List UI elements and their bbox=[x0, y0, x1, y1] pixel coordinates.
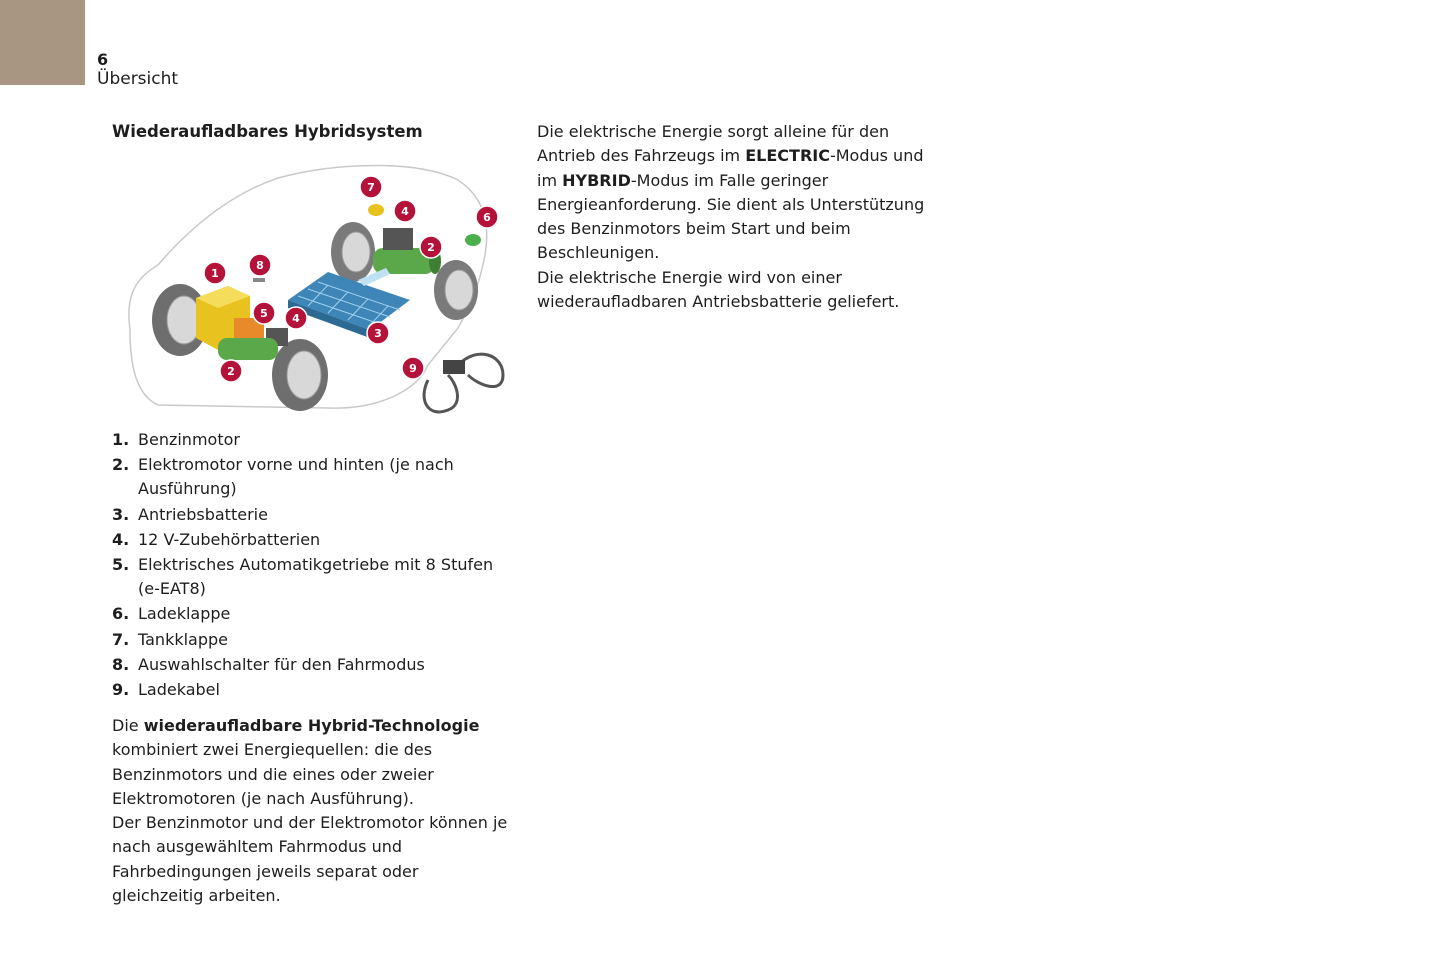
figure-marker bbox=[402, 357, 424, 379]
battery-paragraph: Die elektrische Energie wird von einer wiederaufladbaren Antriebsbatterie geliefert. bbox=[537, 267, 900, 312]
legend-item: 3. Antriebsbatterie bbox=[112, 504, 268, 524]
svg-text:3: 3 bbox=[374, 327, 382, 340]
figure-marker bbox=[253, 302, 275, 324]
charging-cable bbox=[424, 354, 503, 412]
figure-marker bbox=[220, 360, 242, 382]
legend-item: 8. Auswahlschalter für den Fahrmodus bbox=[112, 654, 425, 674]
page-number: 6 bbox=[97, 50, 109, 69]
front-electric-motor bbox=[218, 338, 278, 360]
electric-energy-paragraph: Die elektrische Energie sorgt alleine für den Antrieb des Fahrzeugs im ELECTRIC-Modus und im HYBRID-Modus im Falle geringer Energieanforderung. Sie dient als Unterstützung des Benzinmotors beim Start und beim Beschleunigen. bbox=[537, 122, 925, 263]
legend-item: 4. 12 V-Zubehörbatterien bbox=[112, 529, 321, 549]
legend-item: 5. Elektrisches Automatikgetriebe mit 8 Stufen (e-EAT8) bbox=[112, 555, 494, 599]
page-section-title: Übersicht bbox=[97, 69, 179, 89]
svg-text:6: 6 bbox=[483, 211, 491, 224]
rear-12v-battery bbox=[383, 228, 413, 250]
figure-marker bbox=[204, 262, 226, 284]
section-heading: Wiederaufladbares Hybridsystem bbox=[112, 122, 423, 141]
svg-text:9: 9 bbox=[409, 362, 417, 375]
fuel-flap bbox=[368, 204, 384, 216]
svg-text:1: 1 bbox=[211, 267, 219, 280]
front-right-wheel bbox=[272, 339, 328, 411]
figure-marker bbox=[360, 176, 382, 198]
chapter-tab bbox=[0, 0, 85, 85]
svg-text:7: 7 bbox=[367, 181, 375, 194]
charging-flap bbox=[465, 234, 481, 246]
figure-marker bbox=[367, 322, 389, 344]
component-legend bbox=[112, 428, 512, 703]
svg-text:5: 5 bbox=[260, 307, 268, 320]
hybrid-technology-paragraph: Die wiederaufladbare Hybrid-Technologie kombiniert zwei Energiequellen: die des Benzinmotors und die eines oder zweier Elektromotoren (je nach Ausführung). Der Benzinmotor und der Elektromotor können je nach ausgewähltem Fahrmodus und Fahrbedingungen jeweils separat oder gleichzeitig arbeiten. bbox=[112, 716, 508, 906]
svg-text:2: 2 bbox=[227, 365, 235, 378]
svg-text:4: 4 bbox=[401, 205, 409, 218]
figure-marker bbox=[476, 206, 498, 228]
legend-item: 2. Elektromotor vorne und hinten (je nach Ausführung) bbox=[112, 455, 454, 499]
svg-text:8: 8 bbox=[256, 259, 264, 272]
rear-left-wheel bbox=[331, 222, 375, 282]
legend-item: 1. Benzinmotor bbox=[112, 430, 240, 449]
right-column bbox=[537, 120, 937, 314]
figure-marker bbox=[285, 307, 307, 329]
figure-marker bbox=[394, 200, 416, 222]
left-column bbox=[112, 120, 512, 144]
svg-text:2: 2 bbox=[427, 241, 435, 254]
legend-item: 9. Ladekabel bbox=[112, 680, 220, 700]
drive-mode-selector bbox=[253, 278, 265, 282]
traction-battery bbox=[288, 272, 410, 338]
rear-right-wheel bbox=[434, 260, 478, 320]
svg-text:4: 4 bbox=[292, 312, 300, 325]
figure-marker bbox=[249, 254, 271, 276]
legend-item: 6. Ladeklappe bbox=[112, 604, 231, 624]
hybrid-system-illustration bbox=[118, 160, 508, 422]
figure-marker bbox=[420, 236, 442, 258]
legend-item: 7. Tankklappe bbox=[112, 629, 229, 649]
